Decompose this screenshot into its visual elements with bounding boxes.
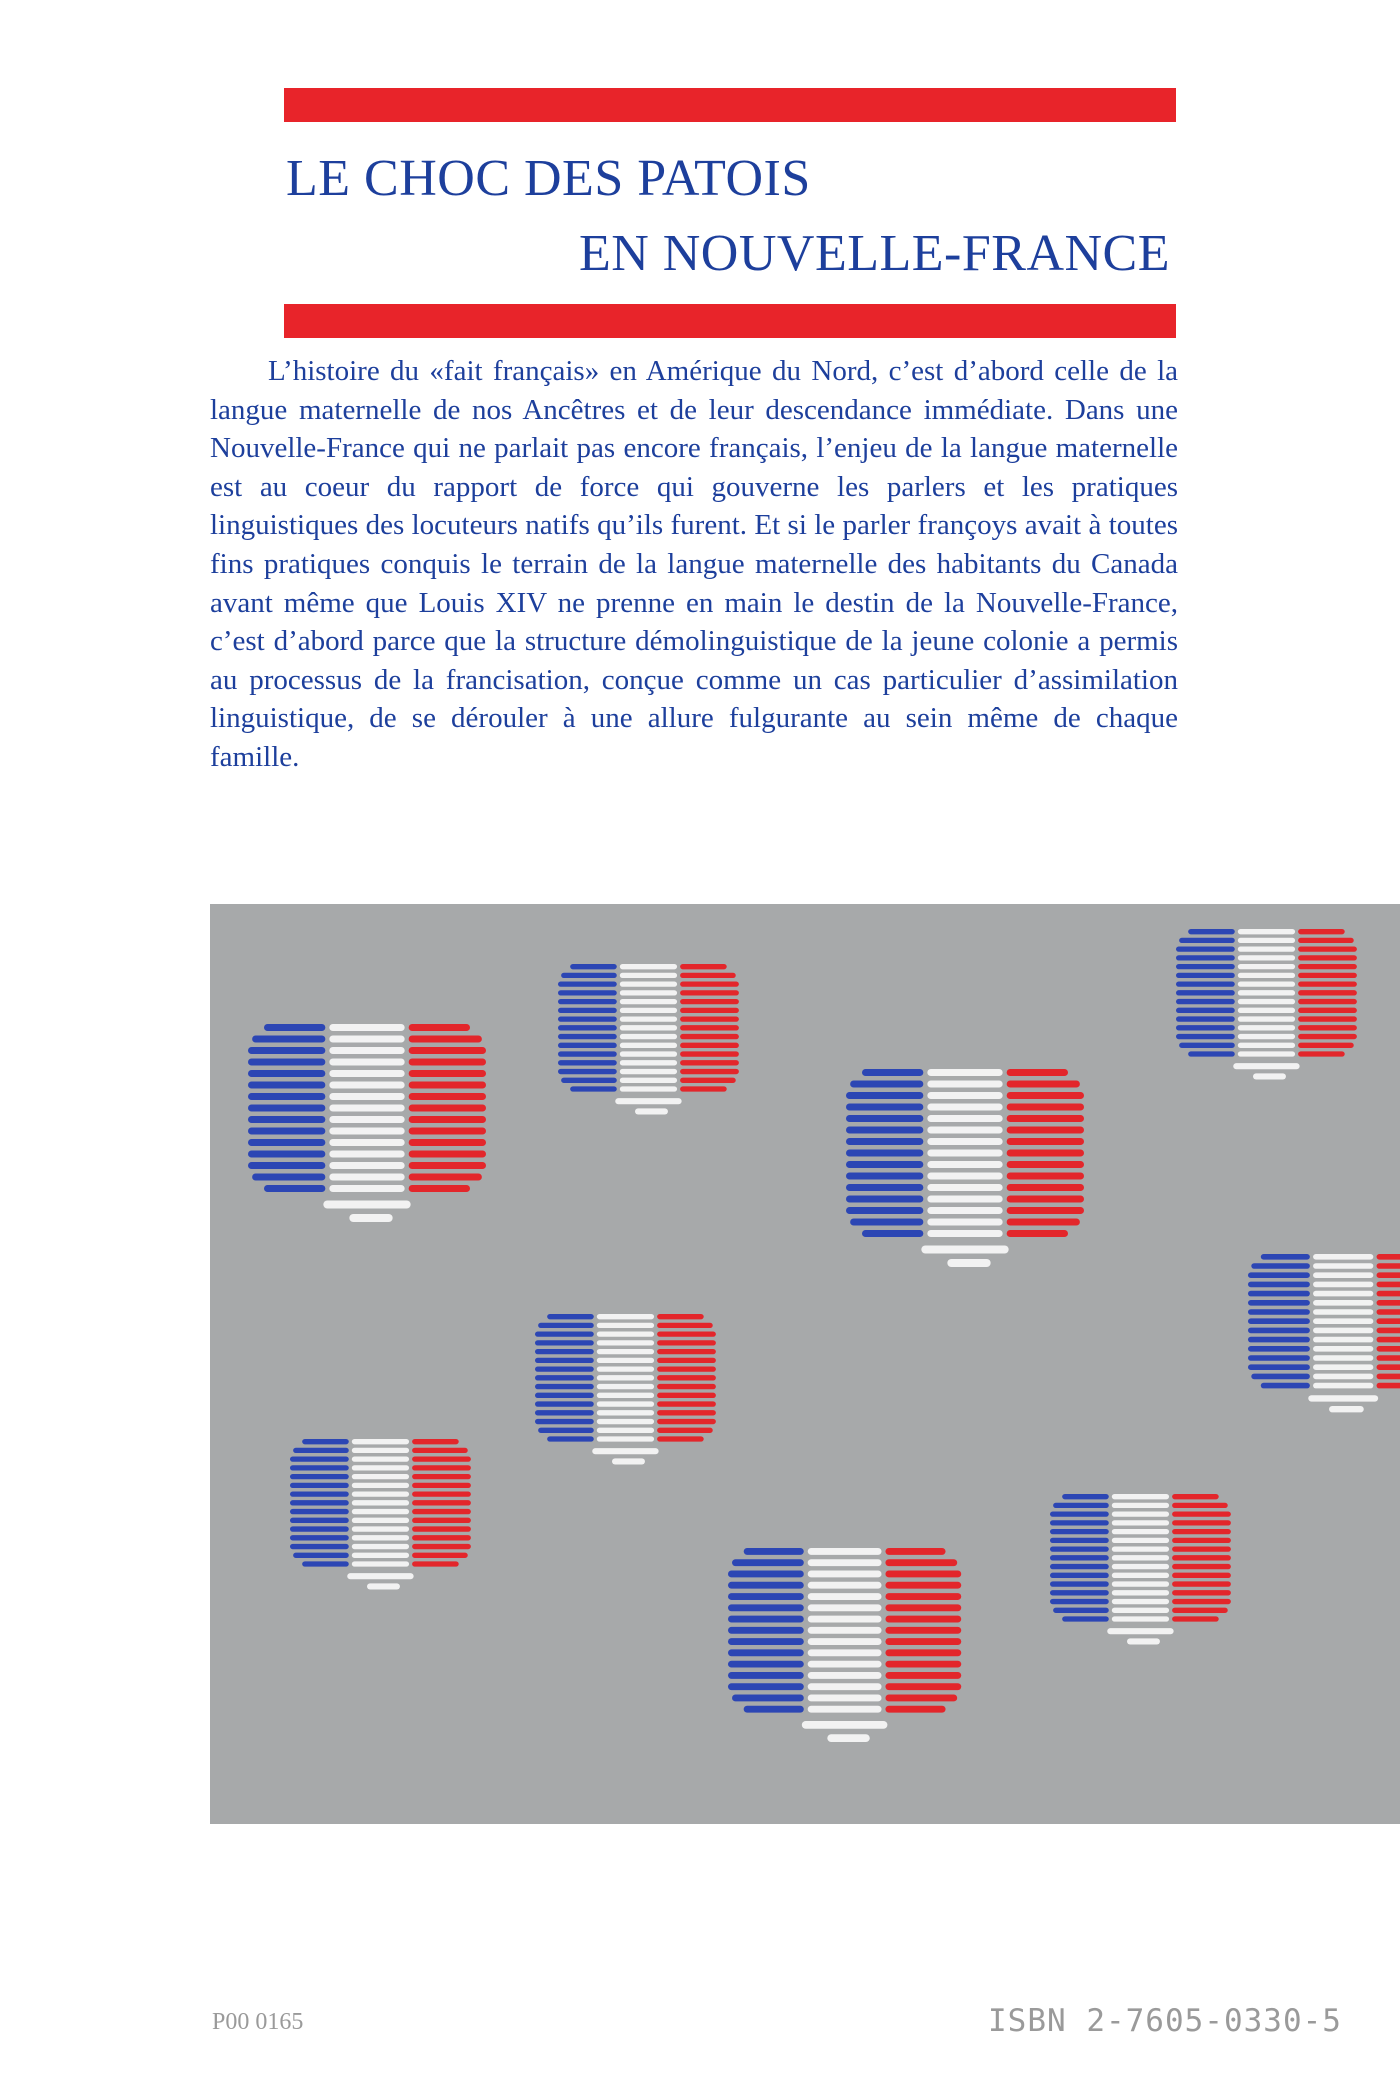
tricolor-flag-head-icon [1176, 929, 1357, 1079]
tricolor-flag-head-icon [290, 1439, 471, 1589]
tricolor-flag-head-icon [846, 1069, 1084, 1267]
tricolor-flag-head-icon [1050, 1494, 1231, 1644]
tricolor-flag-head-icon [728, 1548, 961, 1742]
tricolor-flag-head-icon [248, 1024, 486, 1222]
title-line-2: EN NOUVELLE-FRANCE [578, 225, 1170, 282]
tricolor-flag-head-icon [1248, 1254, 1400, 1412]
top-red-stripe [284, 88, 1176, 122]
summary-paragraph: L’histoire du «fait français» en Amérique du Nord, c’est d’abord celle de la langue maternelle de nos Ancêtres et de leur descendance immédiate. Dans une Nouvelle-France qui ne parlait pas encore français, l’enjeu de la langue maternelle est au coeur du rapport de force qui gouverne les parlers et les pratiques linguistiques des locuteurs natifs qu’ils furent. Et si le parler françoys avait à toutes fins pratiques conquis le terrain de la langue maternelle des habitants du Canada avant même que Louis XIV ne prenne en main le destin de la Nouvelle-France, c’est d’abord parce que la structure démolinguistique de la jeune colonie a permis au processus de la francisation, conçue comme un cas particulier d’assimilation linguistique, de se dérouler à une allure fulgurante au sein même de chaque famille. [210, 355, 1178, 773]
isbn-number: ISBN 2-7605-0330-5 [988, 2003, 1342, 2039]
bottom-red-stripe [284, 304, 1176, 338]
tricolor-flag-head-icon [535, 1314, 716, 1464]
title-line-1: LE CHOC DES PATOIS [286, 150, 811, 207]
tricolor-flag-head-icon [558, 964, 739, 1114]
publisher-code: P00 0165 [212, 2009, 304, 2035]
flag-heads-illustration [210, 904, 1400, 1824]
